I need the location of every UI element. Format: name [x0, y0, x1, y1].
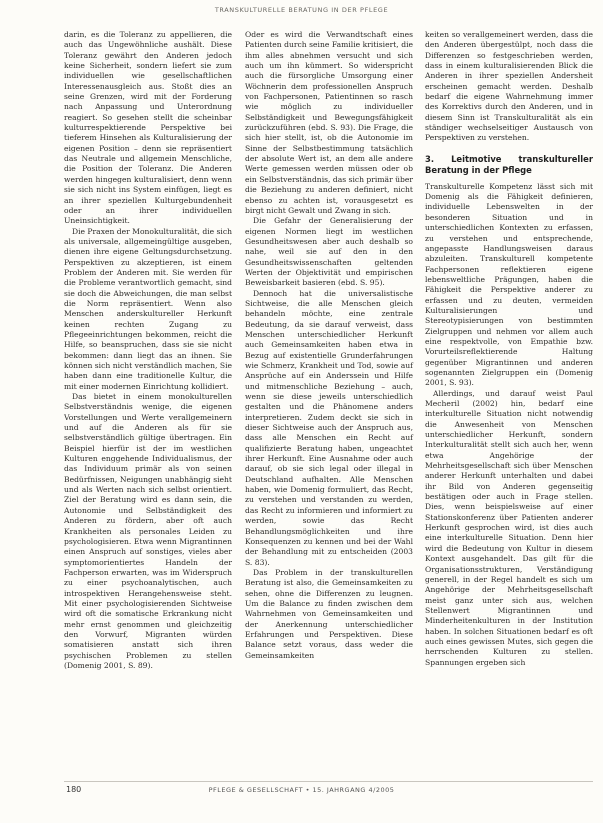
paragraph: Das bietet in einem monokulturellen Selbstverständnis wenige, die eigenen Vorstellungen und Werte verallgemeinern und auf die Anderen als für sie selbstverständlich gültige übertragen. Ein Beispiel hierfür ist der im westlichen Kulturen enggehende Individualismus, der das Individuum primär als von seinen Bedürfnissen, Neigungen unabhängig sieht und als Werten nach sich selbst orientiert. Ziel der Beratung wird es dann sein, die Autonomie und Selbständigkeit des Anderen zu fördern, aber oft auch Krankheiten als personales Leiden zu psychologisieren. Etwa wenn Migrantinnen einen Anspruch auf sonstiges, vieles aber symptomorientiertes Handeln der Fachperson erwarten, was im Widerspruch zu einer psychoanalytischen, auch introspektiven Herangehensweise steht. Mit einer psychologisierenden Sichtweise wird oft die somatische Erkrankung nicht mehr ernst genommen und gleichzeitig den Vorwurf, Migranten würden somatisieren anstatt sich ihren psychischen Problemen zu stellen (Domenig 2001, S. 89).: [64, 392, 232, 670]
paragraph: Oder es wird die Verwandtschaft eines Patienten durch seine Familie kritisiert, die ihm alles abnehmen versucht und sich auch um ihn kümmert. So widerspricht auch die fürsorgliche Umsorgung einer Wöchnerin dem professionellen Anspruch von Fachpersonen, Patientinnen so rasch wie möglich zu individueller Selbständigkeit und Bewegungsfähigkeit zurückzuführen (ebd. S. 93). Die Frage, die sich hier stellt, ist, ob die Autonomie im Sinne der Selbstbestimmung tatsächlich der absolute Wert ist, an dem alle andere Werte gemessen werden müssen oder ob ein Selbstverständnis, das sich primär über die Beziehung zu anderen definiert, nicht ebenso zu achten ist, vorausgesetzt es birgt nicht Gewalt und Zwang in sich.: [245, 30, 413, 215]
text-column-middle: [245, 30, 413, 661]
text-column-right: [425, 30, 593, 668]
text-column-left: [64, 30, 232, 671]
page-number: 180: [66, 785, 82, 794]
paragraph: darin, es die Toleranz zu appellieren, die auch das Ungewöhnliche aushält. Diese Toleranz gewährt den Anderen jedoch keine Sicherheit, sondern liefert sie zum individuellen wie gesellschaftlichen Interessenausgleich aus. Stoßt dies an seine Grenzen, wird mit der Forderung nach Anpassung und Unterordnung reagiert. So gesehen stellt die scheinbar kulturrespektierende Perspektive bei tieferem Hinsehen als Kulturalisierung der eigenen Position – denn sie repräsentiert das Neutrale und allgemein Menschliche, die Position der Toleranz. Die Anderen werden hingegen kulturalisiert, denn wenn sie sich nicht ins System einfügen, liegt es an ihrer speziellen Kulturgebundenheit oder an ihrer individuellen Uneinsichtigkeit.: [64, 30, 232, 226]
section-heading: 3. Leitmotive transkultureller Beratung in der Pflege: [425, 153, 593, 175]
paragraph: Das Problem in der transkulturellen Beratung ist also, die Gemeinsamkeiten zu sehen, ohne die Differenzen zu leugnen. Um die Balance zu finden zwischen dem Wahrnehmen von Gemeinsamkeiten und der Anerkennung unterschiedlicher Erfahrungen und Perspektiven. Diese Balance setzt voraus, dass weder die Gemeinsamkeiten: [245, 567, 413, 660]
running-header: TRANSKULTURELLE BERATUNG IN DER PFLEGE: [214, 6, 389, 14]
paragraph: keiten so verallgemeinert werden, dass die den Anderen übergestülpt, noch dass die Differenzen so festgeschrieben werden, dass in einem kulturalisierenden Blick die Anderen in ihrer speziellen Andersheit erscheinen gemacht werden. Deshalb bedarf die eigene Wahrnehmung immer des Korrektivs durch den Anderen, und in diesem Sinn ist Transkulturalität als ein ständiger wechselseitiger Austausch von Perspektiven zu verstehen.: [425, 30, 593, 143]
paragraph: Die Gefahr der Generalisierung der eigenen Normen liegt im westlichen Gesundheitswesen aber auch deshalb so nahe, weil sie auf den in den Gesundheitswissenschaften geltenden Werten der Objektivität und empirischen Beweisbarkeit basieren (ebd. S. 95).: [245, 216, 413, 288]
paragraph: Allerdings, und darauf weist Paul Mecheril (2002) hin, bedarf eine interkulturelle Situation nicht notwendig die Anwesenheit von Menschen unterschiedlicher Herkunft, sondern Interkulturalität stellt sich auch her, wenn etwa Angehörige der Mehrheitsgesellschaft sich über Menschen anderer Herkunft unterhalten und dabei ihr Bild von Anderen gegenseitig bestätigen oder auch in Frage stellen. Dies, wenn beispielsweise auf einer Stationskonferenz über Patienten anderer Herkunft gesprochen wird, ist dies auch eine interkulturelle Situation. Denn hier wird die Bedeutung von Kultur in diesem Kontext ausgehandelt. Das gilt für die Organisationsstrukturen, Verständigung generell, in der Regel handelt es sich um Angehörige der Mehrheitsgesellschaft meist ganz unter sich aus, welchen Stellenwert Migrantinnen und Minderheitenkulturen in der Institution haben. In solchen Situationen bedarf es oft auch eines gewissen Mutes, sich gegen die herrschenden Kulturen zu stellen. Spannungen ergeben sich: [425, 388, 593, 667]
journal-citation: PFLEGE & GESELLSCHAFT • 15. JAHRGANG 4/2005: [208, 786, 395, 794]
paragraph: Die Praxen der Monokulturalität, die sich als universale, allgemeingültige ausgeben, dienen ihre eigene Geltungsdurchsetzung. Perspektiven zu akzeptieren, ist einem Problem der Anderen mit. Sie werden für die Probleme verantwortlich gemacht, sind sie doch die Abweichungen, die man selbst die Norm repräsentiert. Wenn also Menschen anderskultureller Herkunft keinen rechten Zugang zu Pflegeeinrichtungen bekommen, reicht die Hilfe, so beanspruchen, dass sie sie nicht bekommen: dann liegt das an ihnen. Sie können sich nicht verständlich machen, Sie haben dann eine traditionelle Kultur, die mit einer modernen Einrichtung kollidiert.: [64, 226, 232, 391]
paragraph: Dennoch hat die universalistische Sichtweise, die alle Menschen gleich behandeln möchte, eine zentrale Bedeutung, da sie darauf verweist, dass Menschen unterschiedlicher Herkunft auch Gemeinsamkeiten haben etwa in Bezug auf existentielle Grunderfahrungen wie Schmerz, Krankheit und Tod, sowie auf Ansprüche auf ein Anderssein und Hilfe und mitmenschliche Beziehung – auch, wenn sie diese jeweils unterschiedlich gestalten und die Phänomene anders interpretieren. Zudem deckt sie sich in dieser Sichtweise auch der Anspruch aus, dass alle Menschen ein Recht auf qualifizierte Beratung haben, ungeachtet ihrer Herkunft. Eine Ausnahme oder auch darauf, ob sie sich legal oder illegal in Deutschland aufhalten. Alle Menschen haben, wie Domenig formuliert, das Recht, zu verstehen und verstanden zu werden, das Recht zu informieren und informiert zu werden, sowie das Recht Behandlungsmöglichkeiten und ihre Konsequenzen zu kennen und bei der Wahl der Behandlung mit zu entscheiden (2003 S. 83).: [245, 288, 413, 567]
paragraph: Transkulturelle Kompetenz lässt sich mit Domenig als die Fähigkeit definieren, individuelle Lebenswelten in der besonderen Situation und in unterschiedlichen Kontexten zu erfassen, zu verstehen und entsprechende, angepasste Handlungsweisen daraus abzuleiten. Transkulturell kompetente Fachpersonen reflektieren eigene lebensweltliche Prägungen, haben die Fähigkeit die Perspektive anderer zu erfassen und zu deuten, vermeiden Kulturalisierungen und Stereotypisierungen von bestimmten Zielgruppen und nehmen vor allem auch eine respektvolle, von Empathie bzw. Vorurteilsreflektierende Haltung gegenüber Migrantinnen und anderen sogenannten Zielgruppen ein (Domenig 2001, S. 93).: [425, 181, 593, 388]
footer-divider: [64, 781, 593, 782]
